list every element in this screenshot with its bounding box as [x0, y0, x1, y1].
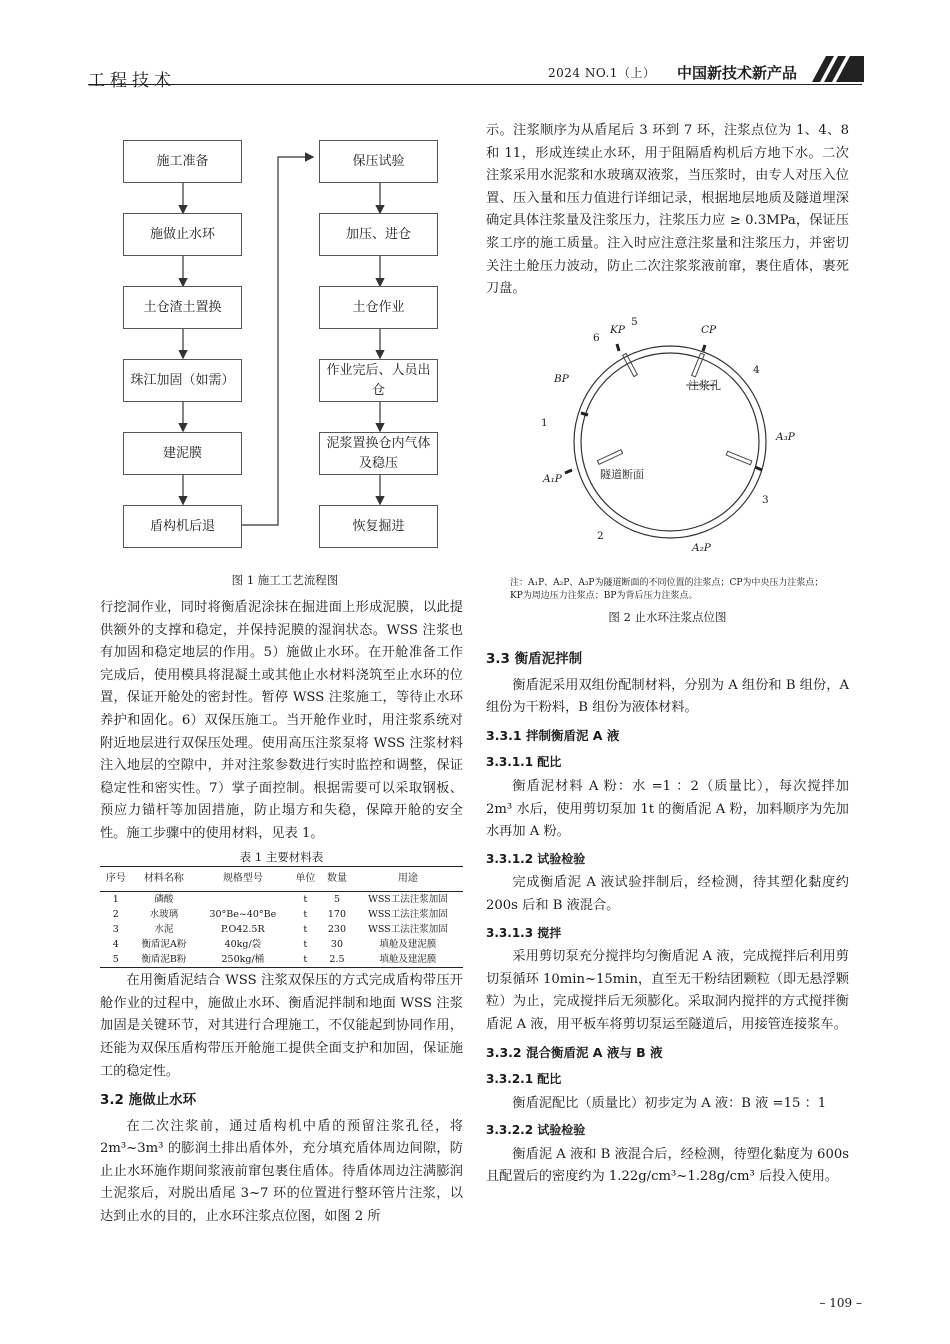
table-header-row: [100, 866, 463, 892]
left-paragraph-1: 行挖洞作业，同时将衡盾泥涂抹在掘进面上形成泥膜，以此提供额外的支撑和稳定，并保持泥膜的湿润状态。WSS 注浆也有加固和稳定地层的作用。5）施做止水环。在开舱准备工作完成后，使用模具将混凝土或其他止水材料浇筑至止水环的位置，保证开舱处的密封性。暂停 WSS 注浆施工，等待止水环养护和固化。6）双保压施工。当开舱作业时，用注浆系统对附近地层进行双保压处理。使用高压注浆泵将 WSS 注浆材料注入地层的空隙中，并对注浆参数进行实时监控和调整，保证稳定性和密实性。7）掌子面控制。根据需要可以采取钢板、预应力锚杆等加固措施，防止塌方和失稳，保障开舱的安全性。施工步骤中的使用材料，见表 1。: [100, 600, 463, 841]
table-cell: WSS工法注浆加固: [368, 909, 448, 921]
flow-step-mud-film: 建泥膜: [123, 432, 242, 475]
right-column-top: [486, 120, 849, 301]
table-cell: 5: [333, 894, 340, 906]
section-3-3-2-heading: 3.3.2 混合衡盾泥 A 液与 B 液: [486, 1044, 663, 1060]
section-3-3-1-2-heading: 3.3.1.2 试验检验: [486, 851, 586, 866]
table-cell: WSS工法注浆加固: [368, 924, 448, 936]
table-row: [100, 892, 463, 908]
table-header: 序号: [100, 866, 132, 892]
table-header: 用途: [353, 866, 463, 892]
header-section: 工程技术: [88, 71, 176, 91]
header-journal: 中国新技术新产品: [677, 64, 798, 82]
label-point-1: 1: [541, 417, 548, 429]
flow-step-prep: 施工准备: [123, 140, 242, 183]
label-point-5: 5: [631, 316, 638, 328]
figure-2-caption: 图 2 止水环注浆点位图: [608, 610, 727, 624]
label-point-3: 3: [762, 494, 769, 506]
label-bp: BP: [554, 373, 569, 385]
table-cell: 250kg/桶: [196, 952, 289, 968]
flow-step-water-ring: 施做止水环: [123, 213, 242, 256]
table-cell: [196, 892, 289, 908]
section-3-2-heading: 3.2 施做止水环: [100, 1092, 197, 1109]
table-cell: t: [303, 939, 308, 951]
table-header: 单位: [290, 866, 322, 892]
left-paragraph-2: 在用衡盾泥结合 WSS 注浆双保压的方式完成盾构带压开舱作业的过程中，施做止水环、衡盾泥拌制和地面 WSS 注浆加固是关键环节，对其进行合理施工，不仅能起到协同作用，还能为双保压盾构带压开舱施工提供全面支护和加固，保证施工的稳定性。: [100, 973, 463, 1079]
table-row: [100, 952, 463, 968]
table-cell: P.O42.5R: [221, 924, 265, 936]
table-cell: 1: [112, 894, 119, 906]
flow-step-chamber-work: 土仓作业: [319, 286, 438, 329]
section-3-3-1-heading: 3.3.1 拌制衡盾泥 A 液: [486, 727, 620, 743]
flow-step-reinforce: 珠江加固（如需）: [123, 359, 242, 402]
table-cell: 30°Be~40°Be: [209, 909, 277, 921]
table-row: [100, 937, 463, 952]
table-cell: 填舱及建泥膜: [379, 939, 437, 951]
tunnel-center-label: 隧道断面: [600, 468, 644, 481]
journal-logo-icon: [812, 56, 864, 82]
table-cell: 衡盾泥A粉: [141, 939, 187, 951]
label-a3p: A₃P: [776, 431, 795, 443]
page-number: – 109 –: [819, 1296, 862, 1310]
flow-step-pressurize: 加压、进仓: [319, 213, 438, 256]
flowchart-arrows: [100, 130, 460, 550]
table-1-title: 表 1 主要材料表: [239, 849, 324, 864]
table-cell: 水泥: [154, 924, 174, 936]
table-cell: 2: [112, 909, 119, 921]
right-paragraph-4: 完成衡盾泥 A 液试验拌制后，经检测，待其塑化黏度约 200s 后和 B 液混合。: [486, 875, 849, 913]
table-cell: 3: [112, 924, 119, 936]
tunnel-section-diagram: [520, 315, 820, 565]
flow-step-resume: 恢复掘进: [319, 505, 438, 548]
right-paragraph-3: 衡盾泥材料 A 粉：水 =1 ：2（质量比），每次搅拌加 2m³ 水后，使用剪切泵加 1t 的衡盾泥 A 粉，加料顺序为先加水再加 A 粉。: [486, 778, 849, 840]
label-cp: CP: [701, 324, 717, 336]
table-cell: 水玻璃: [149, 909, 179, 921]
right-paragraph-2: 衡盾泥采用双组份配制材料，分别为 A 组份和 B 组份，A 组份为干粉料，B 组份为液体材料。: [486, 677, 849, 716]
right-column-bottom: [486, 648, 849, 1189]
section-3-3-1-3-heading: 3.3.1.3 搅拌: [486, 925, 562, 940]
flow-step-pressure-test: 保压试验: [319, 140, 438, 183]
table-cell: 30: [330, 939, 344, 951]
table-row: [100, 922, 463, 937]
table-cell: 4: [112, 939, 119, 951]
header-rule: [88, 84, 862, 85]
figure-2-note: 注：A₁P、A₂P、A₃P为隧道断面的不同位置的注浆点；CP为中央压力注浆点；KP为周边压力注浆点；BP为背后压力注浆点。: [510, 578, 824, 601]
materials-table: [100, 866, 463, 969]
table-header: 规格型号: [196, 866, 289, 892]
right-paragraph-1: 示。注浆顺序为从盾尾后 3 环到 7 环，注浆点位为 1、4、8 和 11，形成连续止水环，用于阻隔盾构机后方地下水。二次注浆采用水泥浆和水玻璃双液浆，当压浆时，由专人对压入位置、压入量和压力值进行详细记录，根据地层地质及隧道埋深确定具体注浆量及注浆压力，注浆压力应 ≥ 0.3MPa，保证压浆工序的施工质量。注入时应注意注浆量和注浆压力，并密切关注土舱压力波动，防止二次注浆浆液前窜，裹住盾体，裹死刀盘。: [486, 123, 849, 297]
table-cell: 填舱及建泥膜: [353, 952, 463, 968]
left-paragraph-3: 在二次注浆前，通过盾构机中盾的预留注浆孔径，将 2m³~3m³ 的膨润土排出盾体外，充分填充盾体周边间隙，防止止水环施作期间浆液前窜包裹住盾体。待盾体周边注满膨润土泥浆后，对脱出盾尾 3~7 环的位置进行整环管片注浆，以达到止水的目的，止水环注浆点位图，如图 2 所: [100, 1118, 463, 1225]
table-cell: 衡盾泥B粉: [132, 952, 197, 968]
table-cell: 230: [327, 924, 347, 936]
flow-step-soil-replace: 土仓渣土置换: [123, 286, 242, 329]
right-paragraph-5: 采用剪切泵充分搅拌均匀衡盾泥 A 液，完成搅拌后利用剪切泵循环 10min~15min，直至无干粉结团颗粒（即无悬浮颗粒）为止，完成搅拌后无须膨化。采取洞内搅拌的方式搅拌衡盾泥 A 液，用平板车将剪切泵运至隧道后，用接管连接浆车。: [486, 949, 849, 1032]
table-cell: t: [303, 909, 308, 921]
table-cell: 40kg/袋: [224, 939, 262, 951]
left-column: [100, 597, 463, 1229]
table-cell: t: [303, 894, 308, 906]
table-cell: t: [290, 952, 322, 968]
section-3-3-1-1-heading: 3.3.1.1 配比: [486, 755, 562, 770]
grout-hole-label: 注浆孔: [688, 379, 721, 392]
label-a2p: A₂P: [692, 542, 711, 554]
section-3-3-heading: 3.3 衡盾泥拌制: [486, 651, 583, 667]
label-point-6: 6: [593, 332, 600, 344]
label-point-4: 4: [753, 364, 760, 376]
table-header: 数量: [321, 866, 353, 892]
section-3-3-2-2-heading: 3.3.2.2 试验检验: [486, 1123, 586, 1138]
flow-step-exit: 作业完后、人员出仓: [319, 359, 438, 402]
table-cell: 5: [100, 952, 132, 968]
label-a1p: A₁P: [543, 473, 562, 485]
table-row: [100, 907, 463, 922]
right-paragraph-6: 衡盾泥配比（质量比）初步定为 A 液：B 液 =15 ：1: [512, 1095, 827, 1111]
label-point-2: 2: [597, 530, 604, 542]
label-kp: KP: [610, 324, 625, 336]
header-issue: 2024 NO.1（上）: [548, 66, 656, 80]
right-paragraph-7: 衡盾泥 A 液和 B 液混合后，经检测，待塑化黏度为 600s 且配置后的密度约为 1.22g/cm³~1.28g/cm³ 后投入使用。: [486, 1146, 849, 1185]
table-cell: t: [303, 924, 308, 936]
table-cell: 2.5: [321, 952, 353, 968]
table-cell: WSS工法注浆加固: [368, 894, 448, 906]
flow-step-shield-retreat: 盾构机后退: [123, 505, 242, 548]
table-cell: 170: [327, 909, 347, 921]
table-cell: 磷酸: [154, 894, 174, 906]
figure-1-caption: 图 1 施工工艺流程图: [231, 573, 339, 587]
section-3-3-2-1-heading: 3.3.2.1 配比: [486, 1072, 562, 1087]
table-header: 材料名称: [132, 866, 197, 892]
flow-step-gas-replace: 泥浆置换仓内气体及稳压: [319, 432, 438, 475]
